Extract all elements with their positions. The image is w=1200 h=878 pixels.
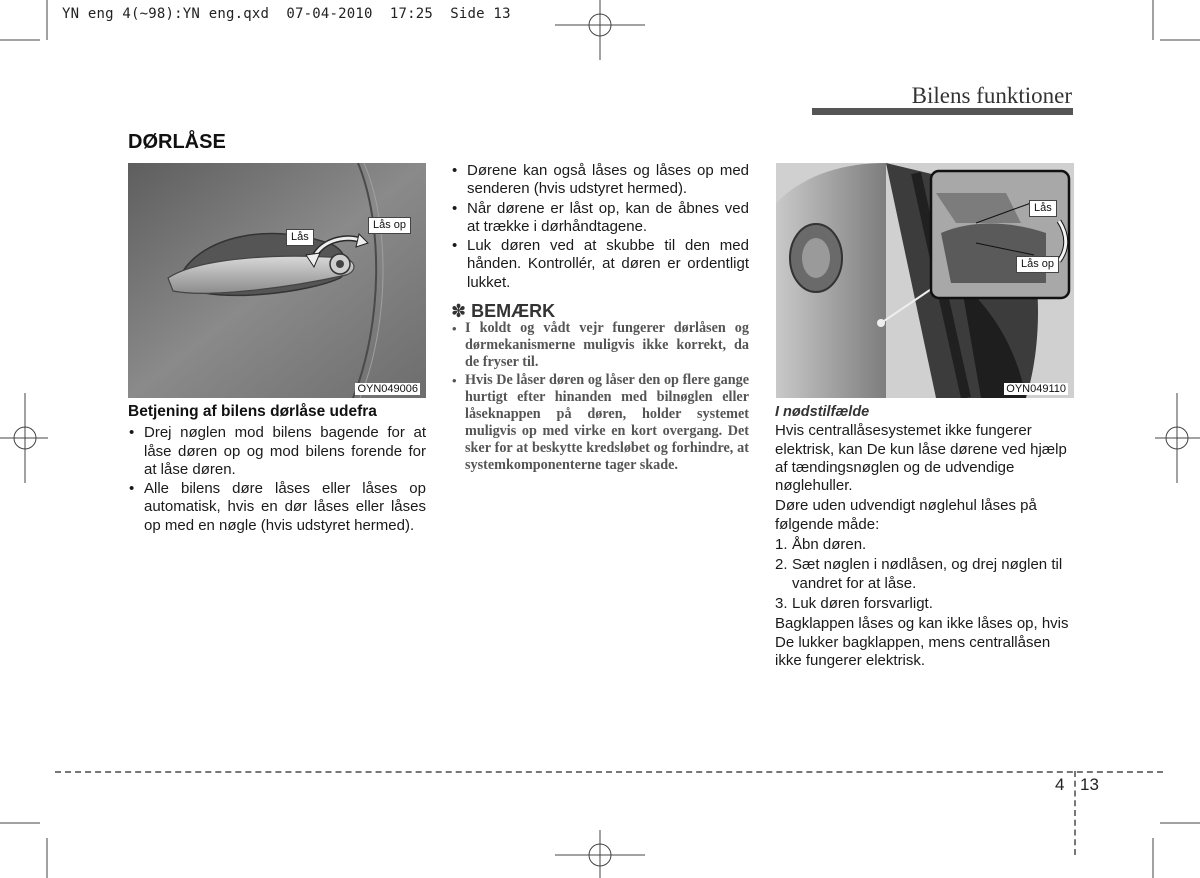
door-lock-figure [776, 163, 1074, 398]
list-item: • Hvis De låser døren og låser den op flere gange hurtigt efter hinanden med bilnøglen eller låseknappen på døren, holder systemet muligvis op med virke en kort overgang. Det sker for at beskytte kredsløbet og forhindre, at systemkomponenterne tager skade. [451, 372, 749, 474]
exterior-operation-list [128, 424, 426, 535]
section-title-bar [812, 108, 1073, 115]
step-number: 3. [775, 594, 788, 612]
chapter-number: 4 [1055, 775, 1065, 794]
figure-code: OYN049006 [357, 383, 418, 395]
list-item: • Dørene kan også låses og låses op med senderen (hvis udstyret hermed). [451, 162, 749, 199]
note-title: ✽ BEMÆRK [451, 301, 556, 322]
step-item [775, 536, 1073, 554]
tailgate-note: Bagklappen låses og kan ikke låses op, hvis De lukker bagklappen, mens centrallåsen ikke fungerer elektrisk. [775, 615, 1069, 669]
list-item: • Drej nøglen mod bilens bagende for at låse døren op og mod bilens forende for at låse døren. [128, 424, 426, 479]
door-lock-illustration [776, 163, 1074, 398]
step-text: Sæt nøglen i nødlåsen, og drej nøglen til vandret for at låse. [792, 556, 1063, 592]
step-item [775, 595, 1073, 613]
step-item [775, 556, 1073, 593]
list-item: • Alle bilens døre låses eller låses op automatisk, hvis en dør låses eller låses op med en nøgle (hvis udstyret hermed). [128, 480, 426, 535]
door-handle-illustration [128, 163, 426, 398]
page-heading: DØRLÅSE [128, 131, 226, 153]
emergency-title: I nødstilfælde [775, 404, 870, 420]
emergency-lead: Døre uden udvendigt nøglehul låses på følgende måde: [775, 497, 1037, 533]
emergency-steps [775, 536, 1073, 613]
list-item: • Når dørene er låst op, kan de åbnes ved at trække i dørhåndtagene. [451, 200, 749, 237]
unlock-callout: Lås op [1016, 256, 1059, 273]
step-text: Åbn døren. [792, 536, 867, 554]
subheading-exterior-operation: Betjening af bilens dørlåse udefra [128, 403, 377, 420]
door-handle-figure [128, 163, 426, 398]
step-number: 2. [775, 556, 788, 574]
footer-divider [55, 771, 1163, 773]
unlock-callout: Lås op [368, 217, 411, 234]
footer-vertical-divider [1074, 771, 1076, 855]
list-item: • Luk døren ved at skubbe til den med hånden. Kontrollér, at døren er ordentligt lukket. [451, 237, 749, 292]
note-list [451, 320, 749, 474]
step-number: 1. [775, 536, 788, 554]
lock-callout: Lås [286, 229, 314, 246]
figure-code: OYN049110 [1006, 383, 1066, 395]
step-text: Luk døren forsvarligt. [792, 594, 933, 612]
page-number: 13 [1080, 775, 1099, 794]
print-slug-line: YN eng 4(~98):YN eng.qxd 07-04-2010 17:25 Side 13 [62, 6, 511, 22]
lock-callout: Lås [1029, 200, 1057, 217]
column-middle [451, 162, 749, 475]
column-right [775, 403, 1073, 672]
emergency-intro: Hvis centrallåsesystemet ikke fungerer elektrisk, kan De kun låse dørene ved hjælp af tændingsnøglen og de udvendige nøglehuller. [775, 422, 1067, 495]
section-title: Bilens funktioner [911, 83, 1072, 108]
column-left [128, 403, 426, 536]
remote-operation-list [451, 162, 749, 292]
list-item: • I koldt og vådt vejr fungerer dørlåsen og dørmekanismerne muligvis ikke korrekt, da de fryser til. [451, 320, 749, 371]
